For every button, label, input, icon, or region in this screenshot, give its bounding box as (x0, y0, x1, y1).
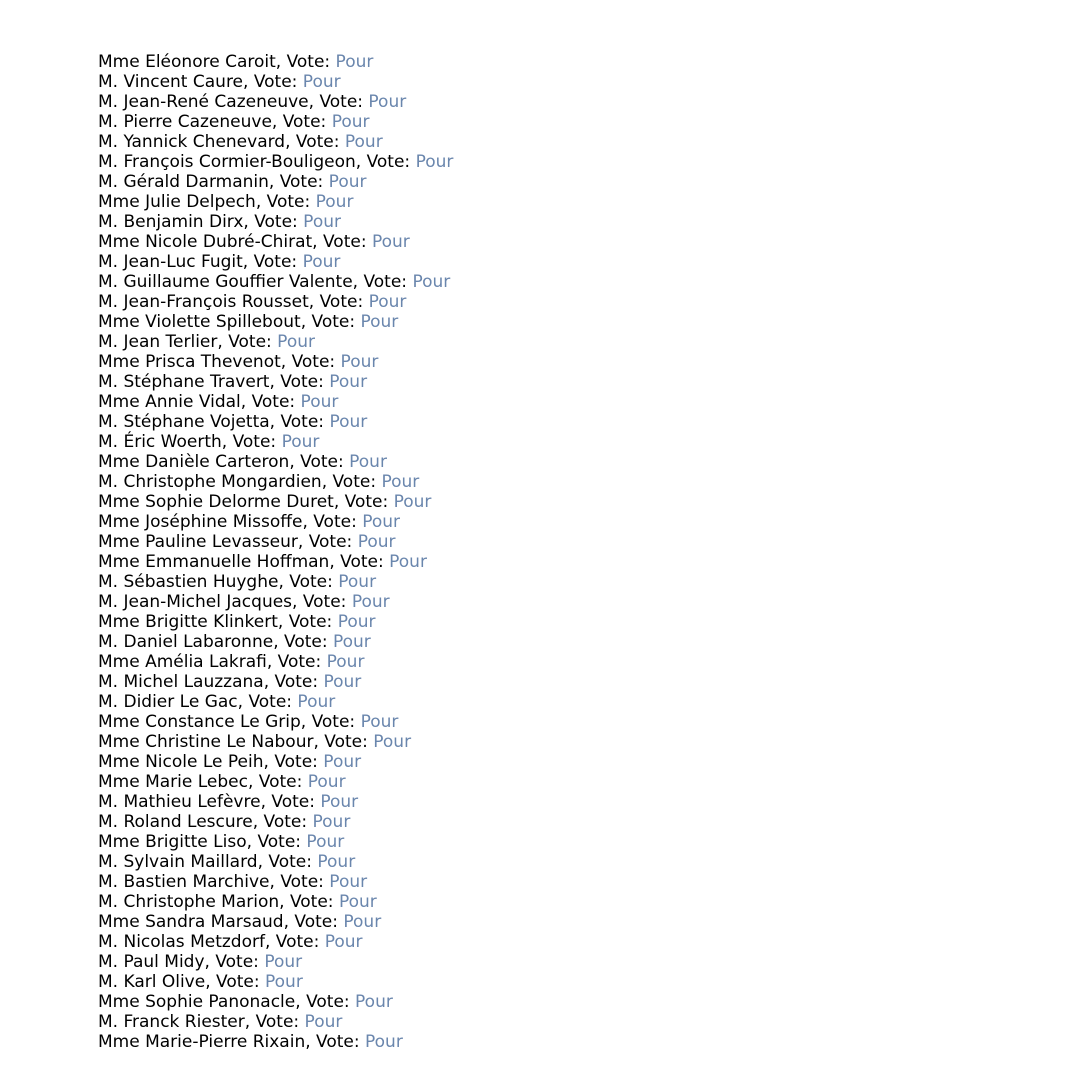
vote-value: Pour (371, 232, 410, 252)
member-name: Mme Constance Le Grip (98, 712, 301, 732)
vote-row: Mme Eléonore Caroit, Vote: Pour (98, 52, 374, 72)
vote-value: Pour (323, 752, 362, 772)
vote-value: Pour (324, 932, 363, 952)
member-name: Mme Brigitte Klinkert (98, 612, 278, 632)
member-name: Mme Pauline Levasseur (98, 532, 298, 552)
vote-label: Vote: (253, 252, 298, 272)
vote-value: Pour (320, 792, 359, 812)
vote-row: Mme Amélia Lakrafi, Vote: Pour (98, 652, 365, 672)
vote-row: M. Stéphane Travert, Vote: Pour (98, 372, 368, 392)
vote-label: Vote: (313, 512, 357, 532)
vote-row: Mme Annie Vidal, Vote: Pour (98, 392, 339, 412)
vote-value: Pour (329, 412, 368, 432)
vote-value: Pour (355, 992, 393, 1012)
vote-value: Pour (338, 892, 377, 912)
vote-value: Pour (343, 912, 382, 932)
vote-value: Pour (365, 1032, 403, 1052)
vote-value: Pour (412, 272, 451, 292)
member-name: M. Benjamin Dirx (98, 212, 244, 232)
vote-row: M. Sébastien Huyghe, Vote: Pour (98, 572, 377, 592)
vote-value: Pour (300, 392, 339, 412)
vote-label: Vote: (286, 52, 331, 72)
vote-row: Mme Danièle Carteron, Vote: Pour (98, 452, 387, 472)
vote-row: M. Jean-René Cazeneuve, Vote: Pour (98, 92, 407, 112)
vote-value: Pour (264, 952, 303, 972)
vote-label: Vote: (277, 652, 322, 672)
vote-value: Pour (362, 512, 401, 532)
vote-label: Vote: (280, 372, 324, 392)
vote-row: M. Éric Woerth, Vote: Pour (98, 432, 320, 452)
member-name: M. Guillaume Gouffier Valente (98, 272, 353, 292)
vote-row: Mme Constance Le Grip, Vote: Pour (98, 712, 399, 732)
vote-value: Pour (332, 632, 371, 652)
vote-label: Vote: (268, 852, 312, 872)
vote-row: Mme Julie Delpech, Vote: Pour (98, 192, 354, 212)
member-name: Mme Annie Vidal (98, 392, 241, 412)
vote-label: Vote: (311, 712, 356, 732)
vote-row: Mme Violette Spillebout, Vote: Pour (98, 312, 399, 332)
member-name: M. Michel Lauzzana (98, 672, 264, 692)
vote-row: M. Mathieu Lefèvre, Vote: Pour (98, 792, 359, 812)
vote-row: M. Jean Terlier, Vote: Pour (98, 332, 315, 352)
vote-label: Vote: (248, 692, 293, 712)
member-name: M. Bastien Marchive (98, 872, 270, 892)
vote-list (98, 52, 453, 1052)
vote-row: Mme Nicole Le Peih, Vote: Pour (98, 752, 362, 772)
vote-value: Pour (304, 1012, 343, 1032)
vote-value: Pour (338, 572, 377, 592)
vote-row: M. Daniel Labaronne, Vote: Pour (98, 632, 371, 652)
vote-value: Pour (306, 832, 345, 852)
member-name: M. Sébastien Huyghe (98, 572, 279, 592)
vote-row: Mme Marie-Pierre Rixain, Vote: Pour (98, 1032, 403, 1052)
vote-label: Vote: (271, 792, 315, 812)
vote-value: Pour (344, 132, 383, 152)
vote-label: Vote: (332, 472, 377, 492)
vote-label: Vote: (294, 912, 338, 932)
vote-row: M. Guillaume Gouffier Valente, Vote: Pour (98, 272, 451, 292)
vote-label: Vote: (216, 972, 260, 992)
vote-label: Vote: (257, 832, 302, 852)
vote-label: Vote: (319, 292, 364, 312)
member-name: M. Jean Terlier (98, 332, 218, 352)
member-name: Mme Christine Le Nabour (98, 732, 314, 752)
vote-label: Vote: (284, 632, 328, 652)
vote-label: Vote: (258, 772, 303, 792)
vote-value: Pour (357, 532, 396, 552)
vote-row: M. Pierre Cazeneuve, Vote: Pour (98, 112, 370, 132)
member-name: Mme Sophie Panonacle (98, 992, 296, 1012)
member-name: M. Éric Woerth (98, 432, 222, 452)
vote-value: Pour (331, 112, 370, 132)
member-name: M. Roland Lescure (98, 812, 253, 832)
vote-label: Vote: (306, 992, 350, 1012)
member-name: M. Daniel Labaronne (98, 632, 274, 652)
member-name: M. Gérald Darmanin (98, 172, 269, 192)
member-name: Mme Brigitte Liso (98, 832, 247, 852)
vote-value: Pour (302, 252, 341, 272)
vote-value: Pour (265, 972, 303, 992)
vote-label: Vote: (366, 152, 411, 172)
member-name: M. Didier Le Gac (98, 692, 238, 712)
member-name: Mme Eléonore Caroit (98, 52, 276, 72)
member-name: Mme Julie Delpech (98, 192, 256, 212)
member-name: Mme Amélia Lakrafi (98, 652, 267, 672)
vote-label: Vote: (308, 532, 353, 552)
vote-row: M. Vincent Caure, Vote: Pour (98, 72, 341, 92)
vote-row: M. Gérald Darmanin, Vote: Pour (98, 172, 367, 192)
member-name: Mme Sandra Marsaud (98, 912, 284, 932)
vote-row: Mme Prisca Thevenot, Vote: Pour (98, 352, 379, 372)
vote-label: Vote: (274, 672, 319, 692)
vote-label: Vote: (254, 212, 298, 232)
vote-label: Vote: (280, 412, 325, 432)
vote-label: Vote: (255, 1012, 300, 1032)
vote-row: M. Jean-Michel Jacques, Vote: Pour (98, 592, 390, 612)
vote-value: Pour (415, 152, 454, 172)
vote-label: Vote: (319, 92, 363, 112)
vote-label: Vote: (275, 932, 320, 952)
member-name: M. Pierre Cazeneuve (98, 112, 272, 132)
vote-value: Pour (368, 292, 407, 312)
vote-value: Pour (312, 812, 351, 832)
vote-label: Vote: (253, 72, 298, 92)
vote-value: Pour (323, 672, 362, 692)
vote-label: Vote: (288, 612, 333, 632)
member-name: M. Jean-Luc Fugit (98, 252, 243, 272)
vote-row: M. Franck Riester, Vote: Pour (98, 1012, 343, 1032)
vote-row: M. Roland Lescure, Vote: Pour (98, 812, 351, 832)
member-name: Mme Violette Spillebout (98, 312, 301, 332)
vote-row: Mme Sandra Marsaud, Vote: Pour (98, 912, 382, 932)
member-name: M. Yannick Chenevard (98, 132, 286, 152)
vote-row: M. Yannick Chenevard, Vote: Pour (98, 132, 383, 152)
vote-row: M. Michel Lauzzana, Vote: Pour (98, 672, 362, 692)
vote-label: Vote: (263, 812, 308, 832)
vote-value: Pour (351, 592, 390, 612)
member-name: M. Jean-Michel Jacques (98, 592, 293, 612)
member-name: M. Jean-François Rousset (98, 292, 309, 312)
member-name: M. François Cormier-Bouligeon (98, 152, 356, 172)
member-name: Mme Emmanuelle Hoffman (98, 552, 330, 572)
member-name: M. Mathieu Lefèvre (98, 792, 261, 812)
member-name: Mme Nicole Dubré-Chirat (98, 232, 313, 252)
vote-row: Mme Sophie Delorme Duret, Vote: Pour (98, 492, 432, 512)
vote-row: Mme Sophie Panonacle, Vote: Pour (98, 992, 393, 1012)
member-name: M. Nicolas Metzdorf (98, 932, 265, 952)
vote-label: Vote: (232, 432, 277, 452)
vote-value: Pour (328, 172, 367, 192)
vote-label: Vote: (291, 352, 336, 372)
vote-label: Vote: (282, 112, 327, 132)
vote-label: Vote: (251, 392, 296, 412)
vote-row: M. Didier Le Gac, Vote: Pour (98, 692, 336, 712)
vote-label: Vote: (274, 752, 318, 772)
member-name: M. Stéphane Vojetta (98, 412, 270, 432)
member-name: Mme Prisca Thevenot (98, 352, 281, 372)
vote-row: Mme Brigitte Klinkert, Vote: Pour (98, 612, 376, 632)
vote-value: Pour (302, 72, 341, 92)
vote-row: Mme Marie Lebec, Vote: Pour (98, 772, 346, 792)
member-name: M. Jean-René Cazeneuve (98, 92, 309, 112)
vote-label: Vote: (316, 1032, 360, 1052)
vote-row: M. Nicolas Metzdorf, Vote: Pour (98, 932, 363, 952)
vote-value: Pour (317, 852, 356, 872)
member-name: M. Christophe Mongardien (98, 472, 322, 492)
member-name: Mme Marie-Pierre Rixain (98, 1032, 306, 1052)
vote-value: Pour (326, 652, 365, 672)
vote-label: Vote: (300, 452, 344, 472)
vote-row: Mme Emmanuelle Hoffman, Vote: Pour (98, 552, 427, 572)
vote-value: Pour (337, 612, 376, 632)
member-name: Mme Joséphine Missoffe (98, 512, 303, 532)
vote-value: Pour (393, 492, 432, 512)
vote-row: Mme Brigitte Liso, Vote: Pour (98, 832, 345, 852)
vote-label: Vote: (340, 552, 384, 572)
member-name: Mme Danièle Carteron (98, 452, 290, 472)
vote-row: M. Paul Midy, Vote: Pour (98, 952, 303, 972)
vote-label: Vote: (266, 192, 311, 212)
member-name: Mme Nicole Le Peih (98, 752, 264, 772)
vote-label: Vote: (215, 952, 259, 972)
vote-value: Pour (340, 352, 379, 372)
vote-label: Vote: (289, 572, 333, 592)
vote-row: M. Jean-François Rousset, Vote: Pour (98, 292, 407, 312)
member-name: M. Paul Midy (98, 952, 205, 972)
vote-value: Pour (381, 472, 420, 492)
vote-value: Pour (281, 432, 320, 452)
vote-value: Pour (329, 872, 368, 892)
vote-label: Vote: (322, 232, 367, 252)
vote-label: Vote: (302, 592, 347, 612)
vote-row: M. François Cormier-Bouligeon, Vote: Pour (98, 152, 454, 172)
vote-label: Vote: (279, 172, 324, 192)
vote-label: Vote: (295, 132, 340, 152)
vote-row: M. Karl Olive, Vote: Pour (98, 972, 303, 992)
vote-value: Pour (368, 92, 407, 112)
vote-row: M. Christophe Mongardien, Vote: Pour (98, 472, 420, 492)
vote-value: Pour (373, 732, 412, 752)
vote-value: Pour (389, 552, 427, 572)
vote-value: Pour (349, 452, 387, 472)
vote-row: Mme Joséphine Missoffe, Vote: Pour (98, 512, 401, 532)
vote-label: Vote: (289, 892, 334, 912)
vote-row: M. Bastien Marchive, Vote: Pour (98, 872, 368, 892)
vote-value: Pour (277, 332, 315, 352)
vote-value: Pour (335, 52, 374, 72)
vote-row: M. Sylvain Maillard, Vote: Pour (98, 852, 356, 872)
vote-row: M. Benjamin Dirx, Vote: Pour (98, 212, 341, 232)
vote-row: Mme Pauline Levasseur, Vote: Pour (98, 532, 396, 552)
member-name: M. Christophe Marion (98, 892, 280, 912)
vote-label: Vote: (280, 872, 324, 892)
vote-row: Mme Christine Le Nabour, Vote: Pour (98, 732, 412, 752)
vote-row: M. Jean-Luc Fugit, Vote: Pour (98, 252, 341, 272)
vote-label: Vote: (311, 312, 356, 332)
vote-value: Pour (303, 212, 341, 232)
vote-label: Vote: (363, 272, 408, 292)
member-name: Mme Sophie Delorme Duret (98, 492, 334, 512)
member-name: M. Sylvain Maillard (98, 852, 258, 872)
vote-label: Vote: (324, 732, 368, 752)
vote-row: M. Christophe Marion, Vote: Pour (98, 892, 377, 912)
vote-value: Pour (297, 692, 336, 712)
vote-label: Vote: (228, 332, 272, 352)
member-name: M. Vincent Caure (98, 72, 244, 92)
vote-value: Pour (360, 312, 399, 332)
vote-value: Pour (360, 712, 399, 732)
vote-value: Pour (329, 372, 368, 392)
vote-label: Vote: (344, 492, 389, 512)
vote-value: Pour (315, 192, 354, 212)
member-name: M. Stéphane Travert (98, 372, 270, 392)
vote-row: M. Stéphane Vojetta, Vote: Pour (98, 412, 368, 432)
vote-value: Pour (307, 772, 346, 792)
vote-row: Mme Nicole Dubré-Chirat, Vote: Pour (98, 232, 410, 252)
member-name: Mme Marie Lebec (98, 772, 248, 792)
member-name: M. Karl Olive (98, 972, 206, 992)
member-name: M. Franck Riester (98, 1012, 245, 1032)
